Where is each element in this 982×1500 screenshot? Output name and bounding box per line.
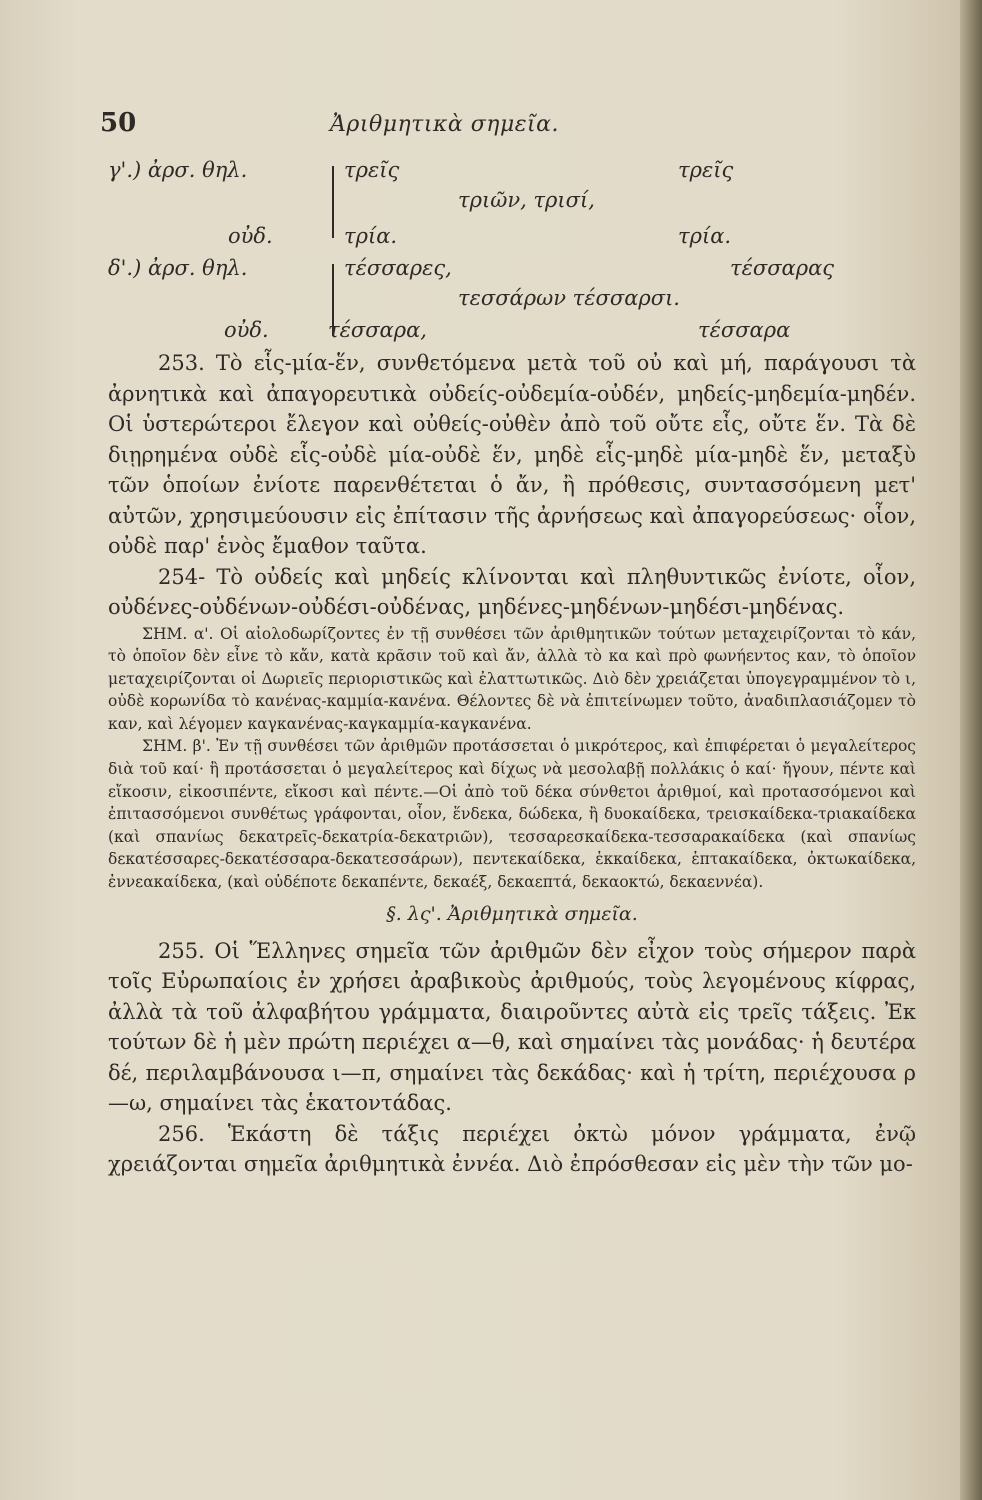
paragraph-253: 253. Τὸ εἷς-μία-ἕν, συνθετόμενα μετὰ τοῦ οὐ καὶ μή, παράγουσι τὰ ἀρνητικὰ καὶ ἀπαγορευτικὰ οὐδείς-οὐδεμία-οὐδέν, μηδείς-μηδεμία-μηδέν. Οἱ ὑστερώτεροι ἔλεγον καὶ οὐθείς-οὐθὲν ἀπὸ τοῦ οὔτε εἷς, οὔτε ἕν. Τὰ δὲ διῃρημένα οὐδὲ εἷς-οὐδὲ μία-οὐδὲ ἕν, μηδὲ εἷς-μηδὲ μία-μηδὲ ἕν, μεταξὺ τῶν ὁποίων ἐνίοτε παρενθέτεται ὁ ἄν, ἢ πρόθεσις, συντασσόμενη μετ' αὐτῶν, χρησιμεύουσιν εἰς ἐπίτασιν τῆς ἀρνήσεως καὶ ἀπαγορεύσεως· οἷον, οὐδὲ παρ' ἑνὸς ἔμαθον ταῦτα.	[108, 351, 916, 558]
delta-neut-label: οὐδ.	[224, 318, 269, 342]
bracket	[332, 166, 334, 238]
gamma-gen: τριῶν, τρισί,	[458, 188, 595, 212]
delta-gen: τεσσάρων τέσσαρσι.	[458, 286, 680, 310]
delta-label: δ'.) ἀρσ. θηλ.	[108, 256, 248, 280]
delta-neut-2: τέσσαρα	[698, 318, 791, 342]
note-beta: ΣΗΜ. β'. Ἐν τῇ συνθέσει τῶν ἀριθμῶν προτάσσεται ὁ μικρότερος, καὶ ἐπιφέρεται ὁ μεγαλείτερος διὰ τοῦ καί· ἢ προτάσσεται ὁ μεγαλείτερος καὶ δίχως νὰ μεσολαβῇ πολλάκις ὁ καί· ἤγουν, πέντε καὶ εἴκοσιν, εἰκοσιπέντε, εἴκοσι καὶ πέντε.—Οἱ ἀπὸ τοῦ δέκα σύνθετοι ἀριθμοί, καὶ προτασσόμενοι καὶ ἐπιτασσόμενοι συνθέτως γράφονται, οἷον, ἕνδεκα, δώδεκα, ἢ δυοκαίδεκα, τρεισκαίδεκα-τριακαίδεκα (καὶ σπανίως δεκατρεῖς-δεκατρία-δεκατριῶν), τεσσαρεσκαίδεκα-τεσσαρακαίδεκα (καὶ σπανίως δεκατέσσαρες-δεκατέσσαρα-δεκατεσσάρων), πεντεκαίδεκα, ἑκκαίδεκα, ἑπτακαίδεκα, ὀκτωκαίδεκα, ἐννεακαίδεκα, (καὶ οὐδέποτε δεκαπέντε, δεκαέξ, δεκαεπτά, δεκαοκτώ, δεκαεννέα).	[108, 737, 916, 892]
paragraph-255: 255. Οἱ Ἕλληνες σημεῖα τῶν ἀριθμῶν δὲν εἶχον τοὺς σήμερον παρὰ τοῖς Εὐρωπαίοις ἐν χρήσει ἀραβικοὺς ἀριθμούς, τοὺς λεγομένους κίφρας, ἀλλὰ τὰ τοῦ ἀλφαβήτου γράμματα, διαιροῦντες αὐτὰ εἰς τρεῖς τάξεις. Ἐκ τούτων δὲ ἡ μὲν πρώτη περιέχει α—θ, καὶ σημαίνει τὰς μονάδας· ἡ δευτέρα δέ, περιλαμβάνουσα ι—π, σημαίνει τὰς δεκάδας· καὶ ἡ τρίτη, περιέχουσα ρ—ω, σημαίνει τὰς ἑκατοντάδας.	[108, 938, 916, 1116]
running-title: Ἀριθμητικὰ σημεῖα.	[330, 112, 560, 137]
declension-table	[108, 158, 908, 348]
page-body	[108, 348, 916, 1180]
delta-neut-1: τέσσαρα,	[328, 318, 427, 342]
gamma-neut-2: τρία.	[678, 224, 732, 248]
paragraph-256: 256. Ἑκάστη δὲ τάξις περιέχει ὀκτὼ μόνον γράμματα, ἐνῷ χρειάζονται σημεῖα ἀριθμητικὰ ἐννέα. Διὸ ἐπρόσθεσαν εἰς μὲν τὴν τῶν μο-	[108, 1121, 916, 1177]
page-number: 50	[100, 108, 137, 138]
gamma-neut-1: τρία.	[344, 224, 398, 248]
paragraph-254: 254- Τὸ οὐδείς καὶ μηδείς κλίνονται καὶ πληθυντικῶς ἐνίοτε, οἷον, οὐδένες-οὐδένων-οὐδέσι-οὐδένας, μηδένες-μηδένων-μηδέσι-μηδένας.	[108, 564, 916, 619]
page-edge	[960, 0, 982, 1500]
gamma-nom-1: τρεῖς	[344, 158, 400, 182]
gamma-label: γ'.) ἀρσ. θηλ.	[108, 158, 248, 182]
note-alpha: ΣΗΜ. α'. Οἱ αἰολοδωρίζοντες ἐν τῇ συνθέσει τῶν ἀριθμητικῶν τούτων μεταχειρίζονται τὸ κάν, τὸ ὁποῖον δὲν εἶνε τὸ κἄν, κατὰ κρᾶσιν τοῦ καὶ ἄν, ἀλλὰ τὸ κα καὶ πρὸ φωνήεντος καν, τὸ ὁποῖον μεταχειρίζονται οἱ Δωριεῖς περιοριστικῶς καὶ ἐλαττωτικῶς. Διὸ δὲν χρειάζεται ὑπογεγραμμένον τὸ ι, οὐδὲ κορωνίδα τὸ κανένας-καμμία-κανένα. Θέλοντες δὲ νὰ ἐπιτείνωμεν τοῦτο, ἀναδιπλασιάζομεν τὸ καν, καὶ λέγομεν καγκανένας-καγκαμμία-καγκανένα.	[108, 624, 916, 733]
page-header	[100, 108, 920, 144]
delta-nom-1: τέσσαρες,	[344, 256, 452, 280]
gamma-neut-label: οὐδ.	[228, 224, 273, 248]
section-heading: §. λς'. Ἀριθμητικὰ σημεῖα.	[386, 902, 638, 925]
gamma-nom-2: τρεῖς	[678, 158, 734, 182]
delta-nom-2: τέσσαρας	[730, 256, 835, 280]
